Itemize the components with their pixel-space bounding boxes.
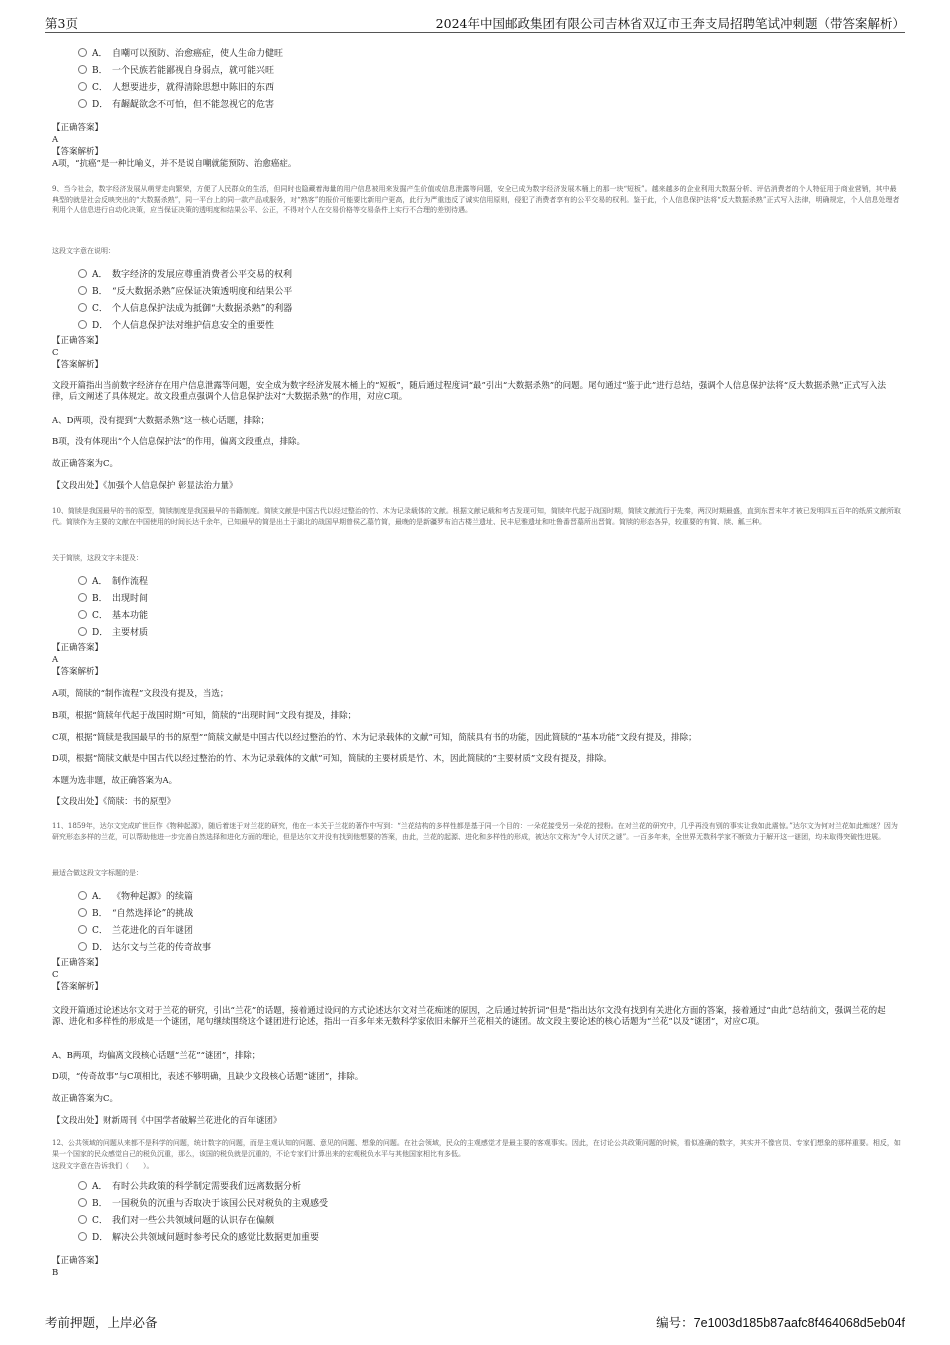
answer-label: 【正确答案】 <box>52 1256 104 1266</box>
q9-option-b[interactable]: B． “反大数据杀熟”应保证决策透明度和结果公平 <box>78 282 292 299</box>
radio-icon[interactable] <box>78 593 87 602</box>
analysis-label: 【答案解析】 <box>52 360 104 370</box>
radio-icon[interactable] <box>78 627 87 636</box>
answer-label: 【正确答案】 <box>52 336 104 346</box>
q10-analysis-2: B项，根据“简牍年代起于战国时期”可知，简牍的“出现时间”文段有提及，排除； <box>52 711 357 721</box>
q8-option-a[interactable]: A． 自嘲可以预防、治愈癌症，使人生命力健旺 <box>78 44 283 61</box>
analysis-label: 【答案解析】 <box>52 147 104 157</box>
q12-options <box>78 1177 328 1245</box>
q9-options <box>78 265 292 333</box>
radio-icon[interactable] <box>78 1198 87 1207</box>
q11-analysis-1: 文段开篇通过论述达尔文对于兰花的研究，引出“兰花”的话题，接着通过设问的方式论述达尔文对兰花痴迷的原因，之后通过转折词“但是”指出达尔文没有找到有关进化方面的答案，接着通过“由此”总结前文，强调兰花的起源、进化和多样性的形成是一个谜团，尾句继续围绕这个谜团进行论述，指出一百多年来无数科学家依旧未解开兰花相关的谜团。故文段主要论述的核心话题为“兰花”以及“谜团”，对应C项。 <box>52 1006 886 1027</box>
q9-analysis-2: A、D两项，没有提到“大数据杀熟”这一核心话题，排除； <box>52 416 270 426</box>
analysis-label: 【答案解析】 <box>52 982 104 992</box>
page-header <box>45 12 905 33</box>
q11-analysis-2: A、B两项，均偏离文段核心话题“兰花”“谜团”，排除； <box>52 1051 261 1061</box>
q12-stem: 12、公共领域的问题从来都不是科学的问题，统计数字的问题，而是主观认知的问题、意见的问题、想象的问题。在社会领域，民众的主观感觉才是最主要的客观事实。因此，在讨论公共政策问题的时候，看似准确的数字，其实并不像官员、专家们想象的那样重要。相反，如果一个国家的民众感觉自己的税负沉重，那么，该国的税负就是沉重的，不论专家们计算出来的宏观税负水平与其他国家相比有多低。 <box>52 1139 901 1158</box>
q9-analysis-1: 文段开篇指出当前数字经济存在用户信息泄露等问题，安全成为数字经济发展木桶上的“短板”，随后通过程度词“最”引出“大数据杀熟”的问题。尾句通过“鉴于此”进行总结，强调个人信息保护法将“反大数据杀熟”正式写入法律，后文阐述了具体规定。故文段重点强调个人信息保护法对“大数据杀熟”的作用，对应C项。 <box>52 381 886 402</box>
code-label: 编号： <box>656 1315 694 1330</box>
q8-answer-block <box>52 122 902 170</box>
analysis-label: 【答案解析】 <box>52 667 104 677</box>
q12-answer-block <box>52 1255 902 1279</box>
answer-value: B <box>52 1268 59 1278</box>
q9-source: 【文段出处】《加强个人信息保护 彰显法治力量》 <box>52 481 238 491</box>
radio-icon[interactable] <box>78 1232 87 1241</box>
answer-label: 【正确答案】 <box>52 123 104 133</box>
q10-analysis-5: 本题为选非题，故正确答案为A。 <box>52 776 178 786</box>
q9-option-c[interactable]: C． 个人信息保护法成为抵御“大数据杀熟”的利器 <box>78 299 292 316</box>
radio-icon[interactable] <box>78 576 87 585</box>
q11-option-b[interactable]: B． “自然选择论”的挑战 <box>78 904 211 921</box>
q10-analysis-1: A项，简牍的“制作流程”文段没有提及，当选； <box>52 689 229 699</box>
radio-icon[interactable] <box>78 320 87 329</box>
answer-label: 【正确答案】 <box>52 958 104 968</box>
answer-value: C <box>52 348 59 358</box>
q10-prompt: 关于简牍，这段文字未提及： <box>52 554 143 562</box>
footer-slogan: 考前押题，上岸必备 <box>45 1315 158 1330</box>
q11-source: 【文段出处】财新周刊《中国学者破解兰花进化的百年谜团》 <box>52 1116 282 1126</box>
radio-icon[interactable] <box>78 1181 87 1190</box>
radio-icon[interactable] <box>78 303 87 312</box>
answer-value: A <box>52 655 59 665</box>
radio-icon[interactable] <box>78 891 87 900</box>
q12-prompt: 这段文字意在告诉我们（ ）。 <box>52 1162 154 1170</box>
code-value: 7e1003d185b87aafc8f464068d5eb04f <box>693 1316 905 1330</box>
q8-option-c[interactable]: C． 人想要进步，就得清除思想中陈旧的东西 <box>78 78 283 95</box>
q11-options <box>78 887 211 955</box>
q11-analysis-4: 故正确答案为C。 <box>52 1094 119 1104</box>
q9-option-a[interactable]: A． 数字经济的发展应尊重消费者公平交易的权利 <box>78 265 292 282</box>
footer-code <box>656 1313 905 1331</box>
q9-prompt: 这段文字意在说明： <box>52 247 115 255</box>
q10-options <box>78 572 148 640</box>
q10-stem: 10、简牍是我国最早的书的原型，简牍制度是我国最早的书籍制度。简牍文献是中国古代以经过整治的竹、木为记录载体的文献。根据文献记载和考古发现可知，简牍年代起于战国时期，简牍文献流行于先秦，两汉时期最盛，直到东晋末年才被已发明四五百年的纸质文献所取代。简牍作为主要的文献在中国使用的时间长达千余年，已知最早的简是出土于湖北的战国早期曾侯乙墓竹简，最晚的是新疆罗布泊古楼兰遗址、民丰尼雅遗址和吐鲁番晋墓所出晋简。简牍的形态各异，较重要的有简、牍、觚三种。 <box>52 507 901 526</box>
radio-icon[interactable] <box>78 942 87 951</box>
answer-value: A <box>52 135 59 145</box>
page-footer <box>45 1313 905 1333</box>
q10-source: 【文段出处】《简牍：书的原型》 <box>52 797 176 807</box>
analysis-text: A项，“抗癌”是一种比喻义，并不是说自嘲就能预防、治愈癌症。 <box>52 159 297 169</box>
q8-option-b[interactable]: B． 一个民族若能鄙视自身弱点，就可能兴旺 <box>78 61 283 78</box>
q8-option-d[interactable]: D． 有龌龊欲念不可怕，但不能忽视它的危害 <box>78 95 283 112</box>
q10-option-c[interactable]: C． 基本功能 <box>78 606 148 623</box>
q10-option-a[interactable]: A． 制作流程 <box>78 572 148 589</box>
radio-icon[interactable] <box>78 82 87 91</box>
q9-answer-block <box>52 335 902 371</box>
q10-option-d[interactable]: D． 主要材质 <box>78 623 148 640</box>
q11-option-a[interactable]: A． 《物种起源》的续篇 <box>78 887 211 904</box>
q11-analysis-3: D项，“传奇故事”与C项相比，表述不够明确，且缺少文段核心话题“谜团”，排除。 <box>52 1072 364 1082</box>
q10-answer-block <box>52 642 902 678</box>
radio-icon[interactable] <box>78 48 87 57</box>
radio-icon[interactable] <box>78 610 87 619</box>
q10-analysis-3: C项，根据“简牍是我国最早的书的原型”“简牍文献是中国古代以经过整治的竹、木为记录载体的文献”可知，简牍具有书的功能，因此简牍的“基本功能”文段有提及，排除； <box>52 733 697 743</box>
radio-icon[interactable] <box>78 99 87 108</box>
q10-analysis-4: D项，根据“简牍文献是中国古代以经过整治的竹、木为记录载体的文献”可知，简牍的主要材质是竹、木，因此简牍的“主要材质”文段有提及，排除。 <box>52 754 612 764</box>
q11-stem: 11、1859年，达尔文完成旷世巨作《物种起源》，随后着迷于对兰花的研究，他在一本关于兰花的著作中写到：“兰花结构的多样性都是基于同一个目的：一朵花接受另一朵花的授粉。在对兰花的研究中，几乎再没有别的事实让我如此震惊。”达尔文为何对兰花如此痴迷？因为研究形态多样的兰花，可以帮助他进一步完善自然选择和进化方面的理论，但是达尔文并没有找到他想要的答案，由此，兰花的起源、进化和多样性的形成，被达尔文称为“令人讨厌之谜”。一百多年来，全世界无数科学家不断致力于解开这一谜团，均未取得突破性进展。 <box>52 822 898 841</box>
q9-stem: 9、当今社会，数字经济发展从萌芽走向繁荣，方便了人民群众的生活，但同时也隐藏着海量的用户信息被用来发掘产生价值或信息泄露等问题，安全已成为数字经济发展木桶上的那一块“短板”。越来越多的企业利用大数据分析、评估消费者的个人特征用于商业营销，其中最典型的就是社会反映突出的“大数据杀熟”，同一平台上的同一款产品或服务，对“熟客”的报价可能要比新用户更高，此行为严重违反了诚实信用原则，侵犯了消费者享有的公平交易的权利。鉴于此，个人信息保护法将“反大数据杀熟”正式写入法律，明确规定，个人信息处理者利用个人信息进行自动化决策，应当保证决策的透明度和结果公平、公正，不得对个人在交易价格等交易条件上实行不合理的差别待遇。 <box>52 185 900 214</box>
q11-answer-block <box>52 957 902 993</box>
radio-icon[interactable] <box>78 65 87 74</box>
q11-option-c[interactable]: C． 兰花进化的百年谜团 <box>78 921 211 938</box>
radio-icon[interactable] <box>78 925 87 934</box>
page-number: 第3页 <box>45 16 78 31</box>
answer-value: C <box>52 970 59 980</box>
radio-icon[interactable] <box>78 269 87 278</box>
radio-icon[interactable] <box>78 286 87 295</box>
q11-prompt: 最适合做这段文字标题的是： <box>52 869 143 877</box>
q9-analysis-3: B项，没有体现出“个人信息保护法”的作用，偏离文段重点，排除。 <box>52 437 305 447</box>
q11-option-d[interactable]: D． 达尔文与兰花的传奇故事 <box>78 938 211 955</box>
q10-option-b[interactable]: B． 出现时间 <box>78 589 148 606</box>
q12-option-a[interactable]: A． 有时公共政策的科学制定需要我们远离数据分析 <box>78 1177 328 1194</box>
answer-label: 【正确答案】 <box>52 643 104 653</box>
q8-options <box>78 44 283 112</box>
document-title: 2024年中国邮政集团有限公司吉林省双辽市王奔支局招聘笔试冲刺题（带答案解析） <box>435 16 905 31</box>
q12-option-c[interactable]: C． 我们对一些公共领域问题的认识存在偏颇 <box>78 1211 328 1228</box>
q12-option-d[interactable]: D． 解决公共领域问题时参考民众的感觉比数据更加重要 <box>78 1228 328 1245</box>
q9-analysis-4: 故正确答案为C。 <box>52 459 119 469</box>
q12-option-b[interactable]: B． 一国税负的沉重与否取决于该国公民对税负的主观感受 <box>78 1194 328 1211</box>
radio-icon[interactable] <box>78 908 87 917</box>
q9-option-d[interactable]: D． 个人信息保护法对维护信息安全的重要性 <box>78 316 292 333</box>
radio-icon[interactable] <box>78 1215 87 1224</box>
